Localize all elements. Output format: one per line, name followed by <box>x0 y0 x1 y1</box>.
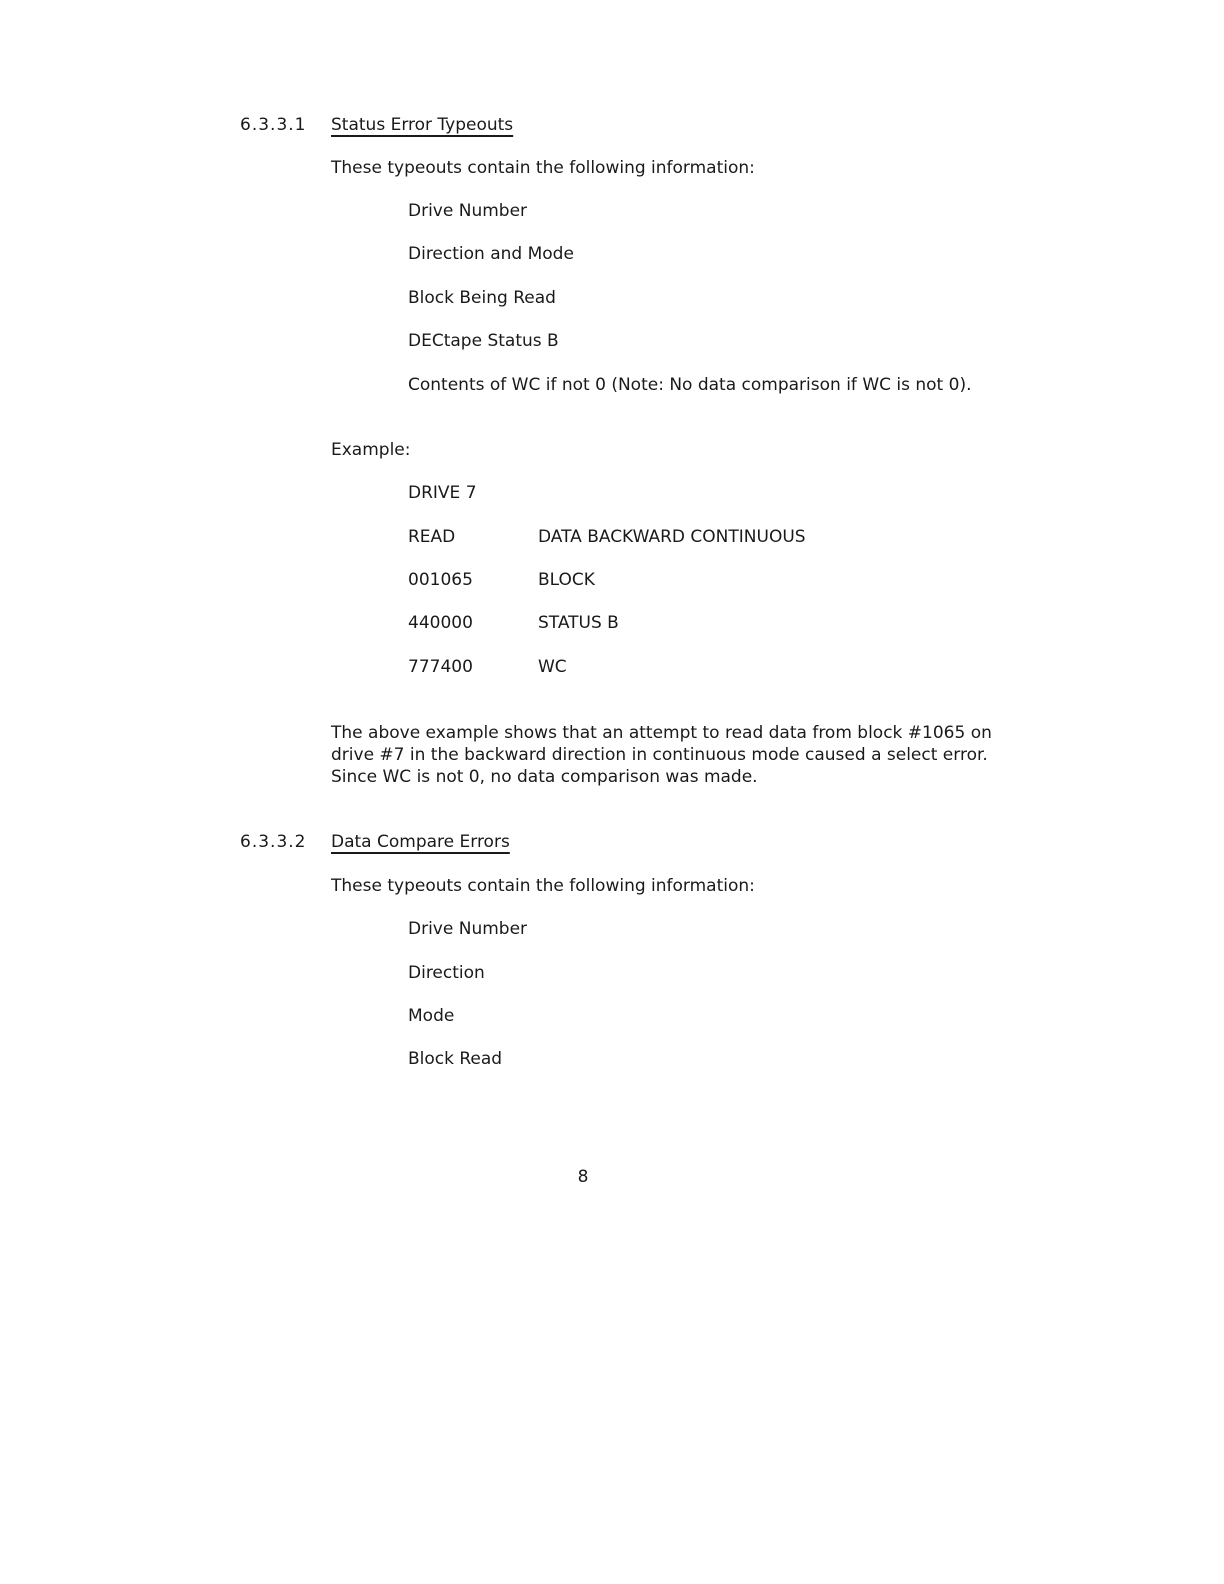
info-item: Block Being Read <box>408 288 556 308</box>
page-number: 8 <box>577 1167 589 1187</box>
example-explanation <box>331 722 991 788</box>
example-row-value: 777400 <box>408 657 473 677</box>
example-row-label: STATUS B <box>538 613 619 633</box>
info-item: Block Read <box>408 1049 503 1069</box>
example-row-value: 440000 <box>408 613 473 633</box>
section-title: Data Compare Errors <box>331 832 510 852</box>
info-item: DECtape Status B <box>408 331 559 351</box>
example-header: DRIVE 7 <box>408 483 477 503</box>
info-item: Drive Number <box>408 201 528 221</box>
example-row-label: DATA BACKWARD CONTINUOUS <box>538 527 806 547</box>
info-item: Mode <box>408 1006 455 1026</box>
section-number: 6.3.3.2 <box>240 832 307 852</box>
info-item: Contents of WC if not 0 (Note: No data comparison if WC is not 0). <box>408 375 972 395</box>
section-intro: These typeouts contain the following information: <box>331 158 755 178</box>
info-item: Drive Number <box>408 919 528 939</box>
example-label: Example: <box>331 440 411 460</box>
example-row-value: READ <box>408 527 456 547</box>
example-row-label: BLOCK <box>538 570 595 590</box>
example-row-value: 001065 <box>408 570 473 590</box>
info-item: Direction <box>408 963 485 983</box>
explanation-line: drive #7 in the backward direction in continuous mode caused a select error. <box>331 745 988 765</box>
explanation-line: Since WC is not 0, no data comparison was made. <box>331 767 758 787</box>
example-row-label: WC <box>538 657 567 677</box>
section-number: 6.3.3.1 <box>240 115 307 135</box>
section-title: Status Error Typeouts <box>331 115 514 135</box>
explanation-line: The above example shows that an attempt to read data from block #1065 on <box>331 723 992 743</box>
section-intro: These typeouts contain the following information: <box>331 876 755 896</box>
info-item: Direction and Mode <box>408 244 574 264</box>
